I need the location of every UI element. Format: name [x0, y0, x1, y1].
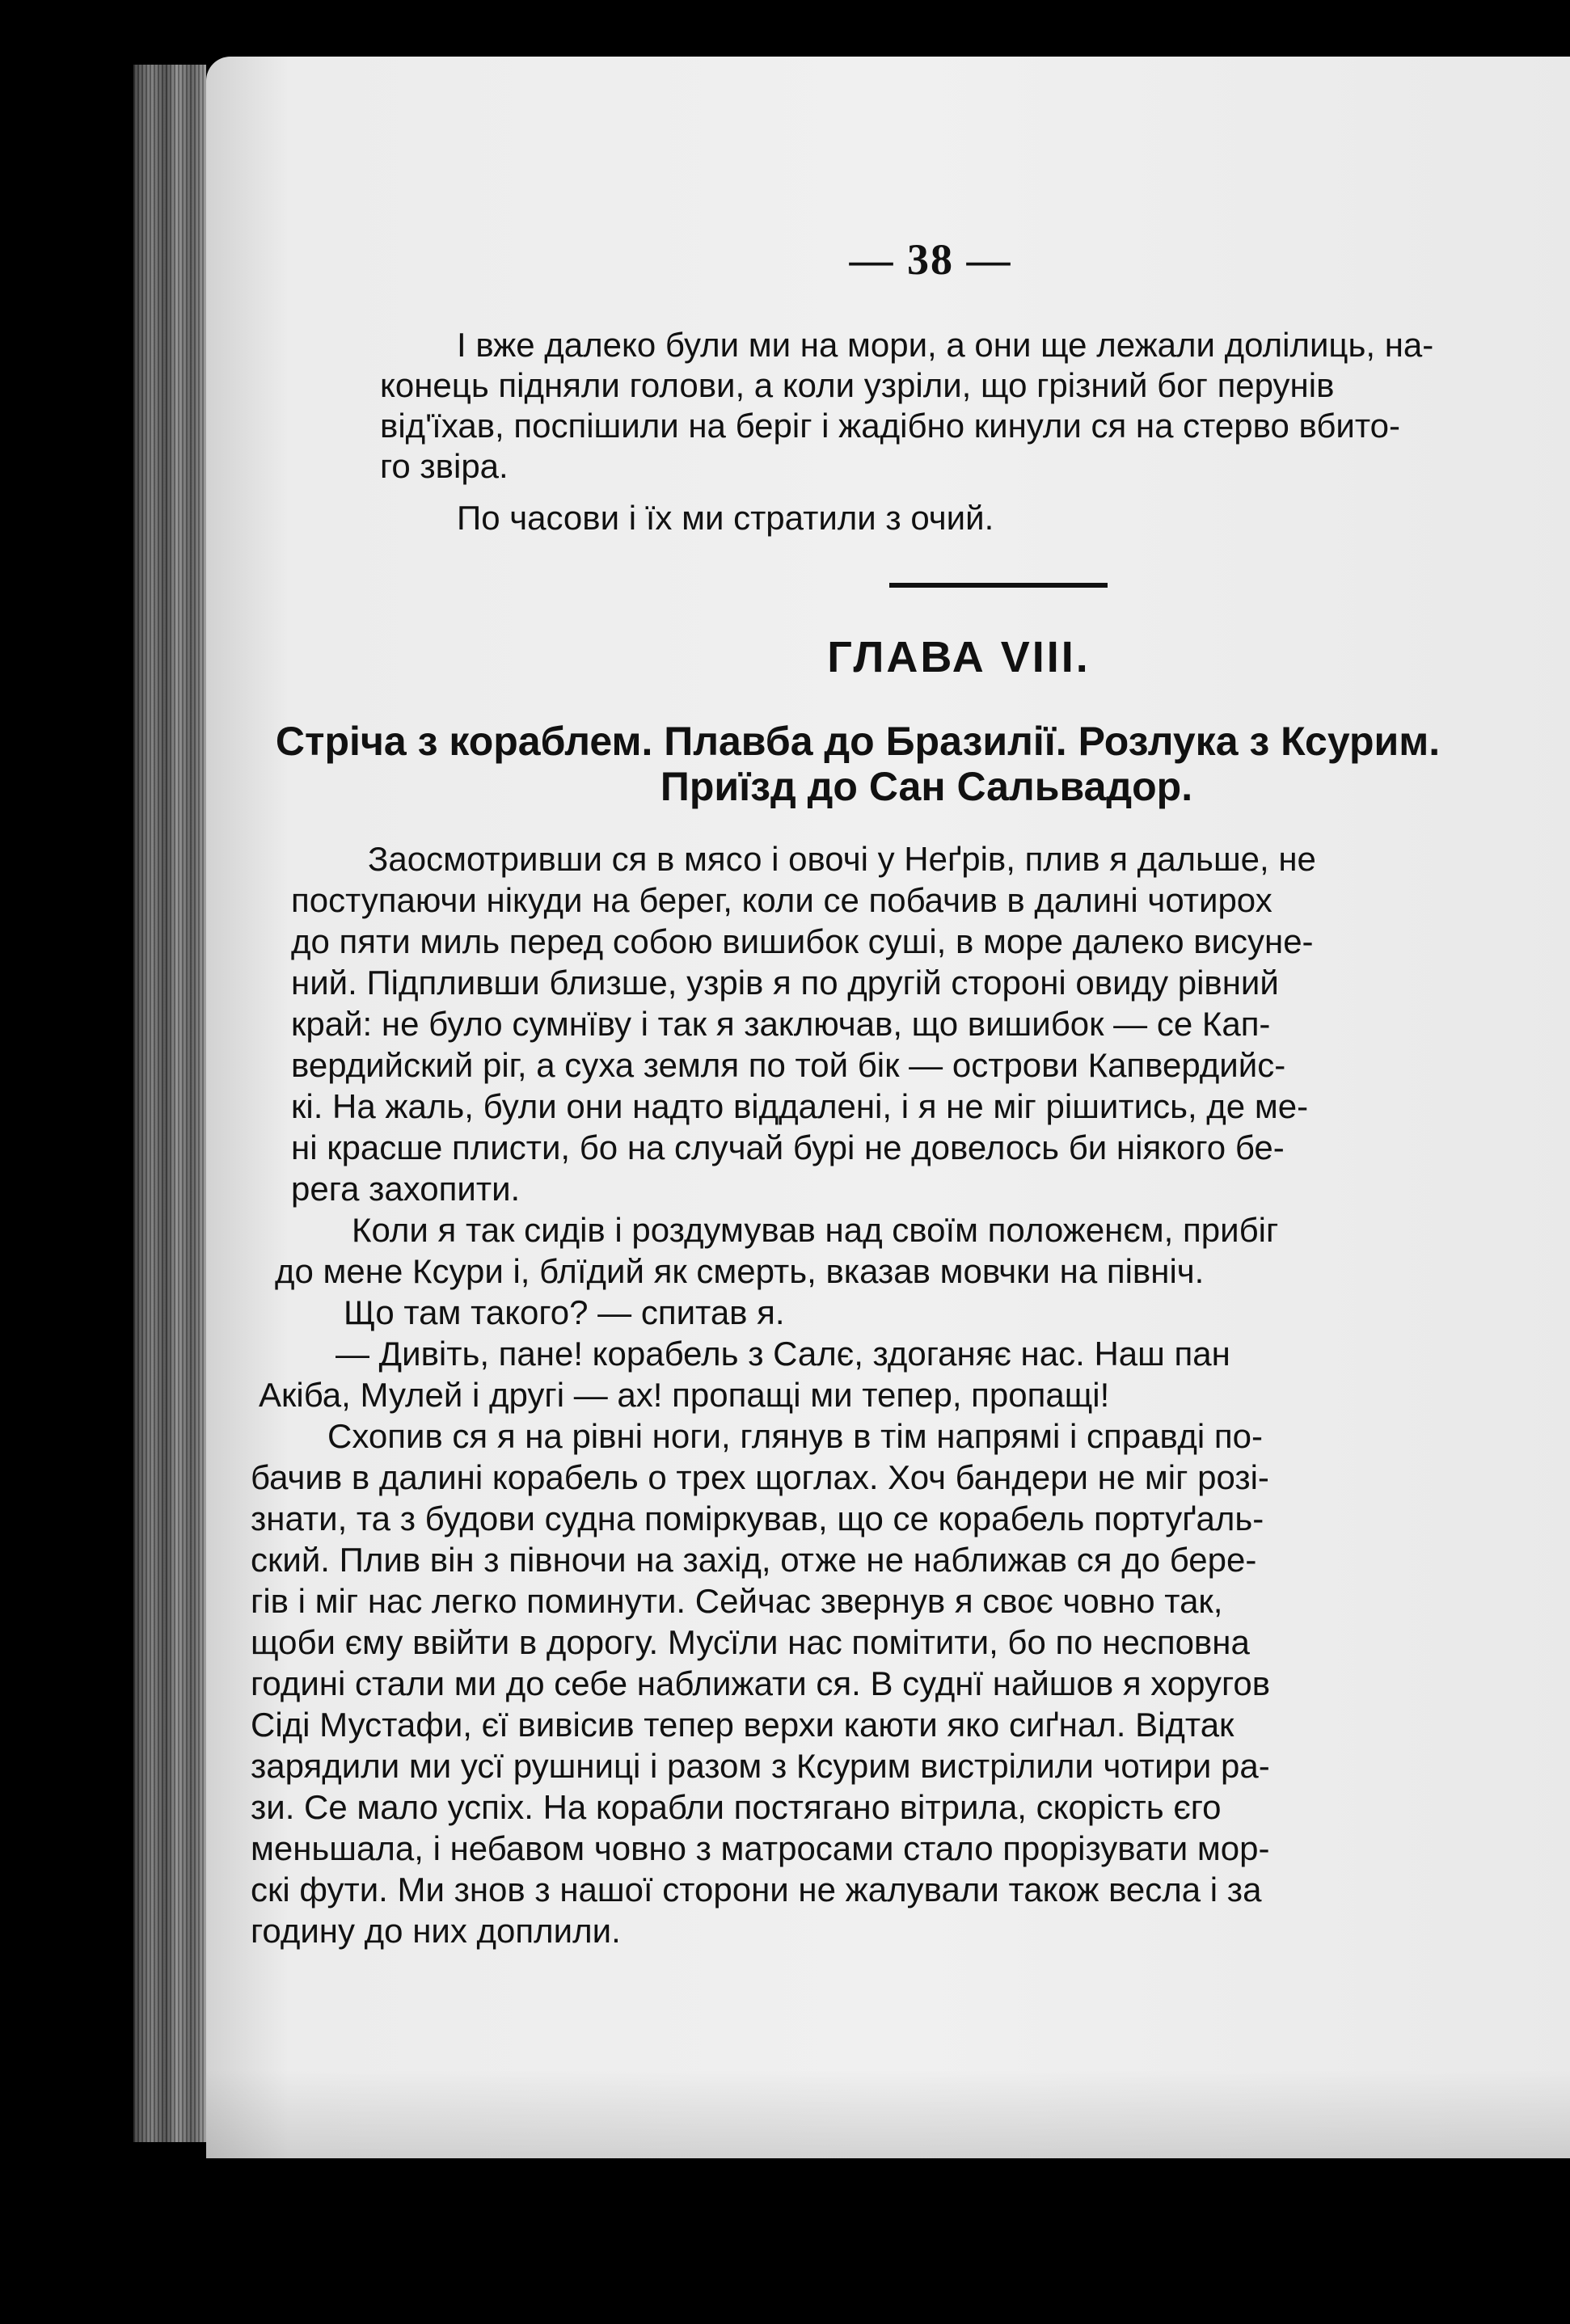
text-line: ні красше плисти, бо на случай бурі не довелось би ніякого бе-	[291, 1128, 1285, 1166]
text-line: ский. Плив він з півночи на захід, отже не наближав ся до бере-	[251, 1541, 1257, 1579]
intro-paragraph-2	[380, 498, 1570, 538]
body-paragraph-5	[251, 1415, 1570, 1951]
text-line: знати, та з будови судна поміркував, що се корабель портуґаль-	[251, 1499, 1264, 1537]
spine-texture	[133, 65, 206, 2142]
text-line: щоби єму ввійти в дорогу. Мусїли нас помітити, бо по несповна	[251, 1623, 1250, 1661]
text-line: скі фути. Ми знов з нашої сторони не жалували також весла і за	[251, 1871, 1262, 1909]
chapter-subtitle	[275, 719, 1570, 809]
text-line: годину до них доплили.	[251, 1912, 621, 1950]
text-line: рега захопити.	[291, 1170, 521, 1208]
section-divider	[889, 583, 1108, 588]
body-paragraph-4	[259, 1333, 1570, 1415]
text-line: ний. Підпливши близше, узрів я по другій стороні овиду рівний	[291, 964, 1279, 1002]
text-line: Сіді Мустафи, єї вивісив тепер верхи каюти яко сиґнал. Відтак	[251, 1706, 1234, 1744]
text-line: Акіба, Мулей і другі — ах! пропащі ми тепер, пропащі!	[259, 1376, 1110, 1414]
page-number: — 38 —	[849, 235, 1012, 284]
chapter-subtitle-line-1: Стріча з кораблем. Плавба до Бразилії. Розлука з Ксурим.	[275, 719, 1441, 764]
intro-text	[380, 325, 1570, 538]
text-line: до мене Ксури і, блїдий як смерть, вказав мовчки на північ.	[275, 1252, 1205, 1290]
body-paragraph-1	[291, 838, 1570, 1209]
text-line: край: не було сумнїву і так я заключав, що вишибок — се Кап-	[291, 1005, 1271, 1043]
text-line: зи. Се мало успіх. На корабли постягано вітрила, скорість єго	[251, 1788, 1222, 1826]
text-line: годині стали ми до себе наближати ся. В суднї найшов я хоругов	[251, 1664, 1271, 1702]
text-line: бачив в далині корабель о трех щоглах. Хоч бандери не міг розі-	[251, 1458, 1269, 1496]
text-line: кі. На жаль, були они надто віддалені, і я не міг рішитись, де ме-	[291, 1087, 1309, 1125]
text-line: вердийский ріг, а суха земля по той бік — острови Капвердийс-	[291, 1046, 1286, 1084]
text-line: Що там такого? — спитав я.	[344, 1293, 785, 1331]
book-spine	[133, 65, 206, 2142]
text-line: — Дивіть, пане! корабель з Салє, здоганяє нас. Наш пан	[336, 1335, 1230, 1373]
text-line: Коли я так сидів і роздумував над своїм положенєм, прибіг	[352, 1211, 1279, 1249]
text-line: поступаючи нікуди на берег, коли се побачив в далині чотирох	[291, 881, 1272, 919]
page-content	[251, 234, 1570, 1951]
intro-paragraph-1	[380, 325, 1570, 487]
body-paragraph-3	[267, 1292, 1570, 1333]
text-line: до пяти миль перед собою вишибок суші, в море далеко висуне-	[291, 922, 1314, 960]
text-line: від'їхав, поспішили на беріг і жадібно кинули ся на стерво вбито-	[380, 407, 1400, 445]
text-line: По часови і їх ми стратили з очий.	[457, 499, 994, 537]
text-line: конець підняли голови, а коли узріли, що грізний бог перунів	[380, 366, 1335, 404]
text-line: І вже далеко були ми на мори, а они ще лежали долілиць, на-	[457, 326, 1434, 364]
body-paragraph-2	[275, 1209, 1570, 1292]
text-line: Заосмотривши ся в мясо і овочі у Неґрів, плив я дальше, не	[368, 840, 1316, 878]
chapter-subtitle-line-2: Приїзд до Сан Сальвадор.	[660, 764, 1193, 809]
chapter-title: ГЛАВА VIII.	[827, 633, 1091, 681]
text-line: меньшала, і небавом човно з матросами стало прорізувати мор-	[251, 1829, 1270, 1867]
text-line: зарядили ми усї рушниці і разом з Ксурим вистрілили чотири ра-	[251, 1747, 1270, 1785]
chapter-body	[251, 838, 1570, 1951]
text-line: го звіра.	[380, 447, 509, 485]
text-line: гів і міг нас легко поминути. Сейчас звернув я своє човно так,	[251, 1582, 1223, 1620]
page-shadow	[206, 2069, 1570, 2158]
text-line: Схопив ся я на рівні ноги, глянув в тім напрямі і справді по-	[327, 1417, 1263, 1455]
